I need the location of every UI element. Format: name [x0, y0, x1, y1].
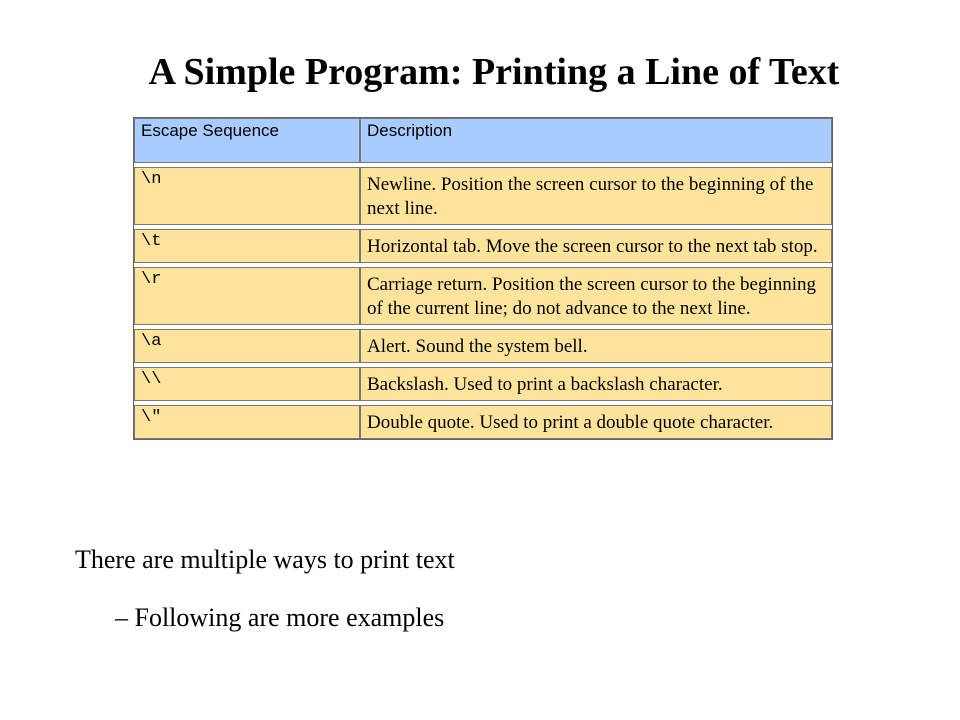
header-description: Description — [360, 118, 832, 163]
escape-description — [360, 229, 832, 263]
sub-bullet-text: – Following are more examples — [115, 603, 445, 632]
escape-description — [360, 367, 832, 401]
escape-description — [360, 329, 832, 363]
escape-description-text: Newline. Position the screen cursor to the beginning of the next line. — [367, 174, 814, 219]
slide-title: A Simple Program: Printing a Line of Text — [148, 51, 840, 93]
table-row — [134, 229, 832, 263]
table-row — [134, 367, 832, 401]
escape-description — [360, 267, 832, 325]
table-row — [134, 405, 832, 439]
escape-code: \\ — [134, 367, 360, 401]
table-row — [134, 167, 832, 225]
escape-description-text: Backslash. Used to print a backslash character. — [367, 374, 723, 395]
escape-description-text: Double quote. Used to print a double quote character. — [367, 412, 774, 433]
escape-description — [360, 405, 832, 439]
header-escape-sequence: Escape Sequence — [134, 118, 360, 163]
table-header-row — [134, 118, 832, 163]
escape-description-text: Carriage return. Position the screen cursor to the beginning of the current line; do not advance to the next line. — [367, 274, 817, 319]
escape-code: \" — [134, 405, 360, 439]
escape-description-text: Alert. Sound the system bell. — [367, 336, 588, 357]
escape-description-text: Horizontal tab. Move the screen cursor to the next tab stop. — [367, 236, 818, 257]
table-row — [134, 329, 832, 363]
escape-description — [360, 167, 832, 225]
escape-sequence-table — [133, 117, 833, 440]
escape-code: \r — [134, 267, 360, 325]
escape-code: \t — [134, 229, 360, 263]
escape-code: \n — [134, 167, 360, 225]
escape-code: \a — [134, 329, 360, 363]
table-row — [134, 267, 832, 325]
bullet-text: There are multiple ways to print text — [75, 545, 455, 574]
